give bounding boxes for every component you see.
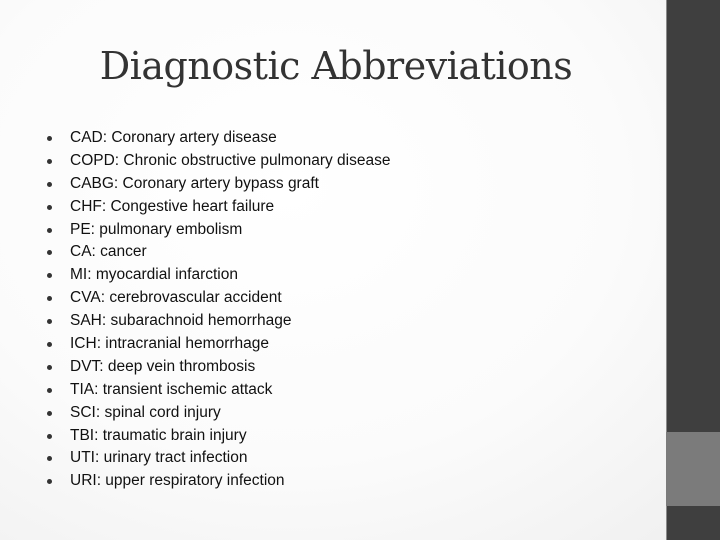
bullet-text: DVT: deep vein thrombosis xyxy=(70,357,256,375)
bullet-item xyxy=(44,287,390,310)
bullet-text: CHF: Congestive heart failure xyxy=(70,197,275,215)
bullet-text: TBI: traumatic brain injury xyxy=(70,426,247,444)
bullet-text: COPD: Chronic obstructive pulmonary disease xyxy=(70,151,391,169)
bullet-item xyxy=(44,356,390,379)
bullet-list xyxy=(44,127,390,493)
bullet-dot-icon xyxy=(47,159,52,164)
bullet-dot-icon xyxy=(47,365,52,370)
bullet-dot-icon xyxy=(47,456,52,461)
bullet-item xyxy=(44,196,390,219)
sidebar-accent-block xyxy=(666,432,720,506)
bullet-item xyxy=(44,310,390,333)
bullet-item xyxy=(44,333,390,356)
bullet-text: URI: upper respiratory infection xyxy=(70,472,285,490)
bullet-dot-icon xyxy=(47,136,52,141)
bullet-item xyxy=(44,402,390,425)
bullet-item xyxy=(44,150,390,173)
sidebar-panel xyxy=(666,0,720,540)
bullet-text: SCI: spinal cord injury xyxy=(70,403,221,421)
bullet-text: CA: cancer xyxy=(70,243,147,261)
bullet-item xyxy=(44,173,390,196)
bullet-text: TIA: transient ischemic attack xyxy=(70,380,273,398)
bullet-item xyxy=(44,241,390,264)
bullet-dot-icon xyxy=(47,250,52,255)
bullet-item xyxy=(44,264,390,287)
bullet-text: PE: pulmonary embolism xyxy=(70,220,243,238)
bullet-item xyxy=(44,425,390,448)
bullet-dot-icon xyxy=(47,205,52,210)
bullet-text: ICH: intracranial hemorrhage xyxy=(70,335,270,353)
bullet-item xyxy=(44,447,390,470)
bullet-text: CVA: cerebrovascular accident xyxy=(70,289,282,307)
bullet-text: CAD: Coronary artery disease xyxy=(70,129,277,146)
bullet-dot-icon xyxy=(47,342,52,347)
bullet-dot-icon xyxy=(47,228,52,233)
bullet-dot-icon xyxy=(47,296,52,301)
bullet-text: UTI: urinary tract infection xyxy=(70,449,248,467)
bullet-text: MI: myocardial infarction xyxy=(70,266,238,284)
bullet-item xyxy=(44,127,390,150)
bullet-text: SAH: subarachnoid hemorrhage xyxy=(70,312,292,330)
slide-title: Diagnostic Abbreviations xyxy=(99,44,573,88)
bullet-text: CABG: Coronary artery bypass graft xyxy=(70,174,319,192)
bullet-item xyxy=(44,379,390,402)
bullet-item xyxy=(44,219,390,242)
bullet-dot-icon xyxy=(47,182,52,187)
bullet-dot-icon xyxy=(47,434,52,439)
bullet-dot-icon xyxy=(47,388,52,393)
bullet-dot-icon xyxy=(47,411,52,416)
bullet-dot-icon xyxy=(47,479,52,484)
bullet-dot-icon xyxy=(47,273,52,278)
bullet-item xyxy=(44,470,390,493)
bullet-dot-icon xyxy=(47,319,52,324)
